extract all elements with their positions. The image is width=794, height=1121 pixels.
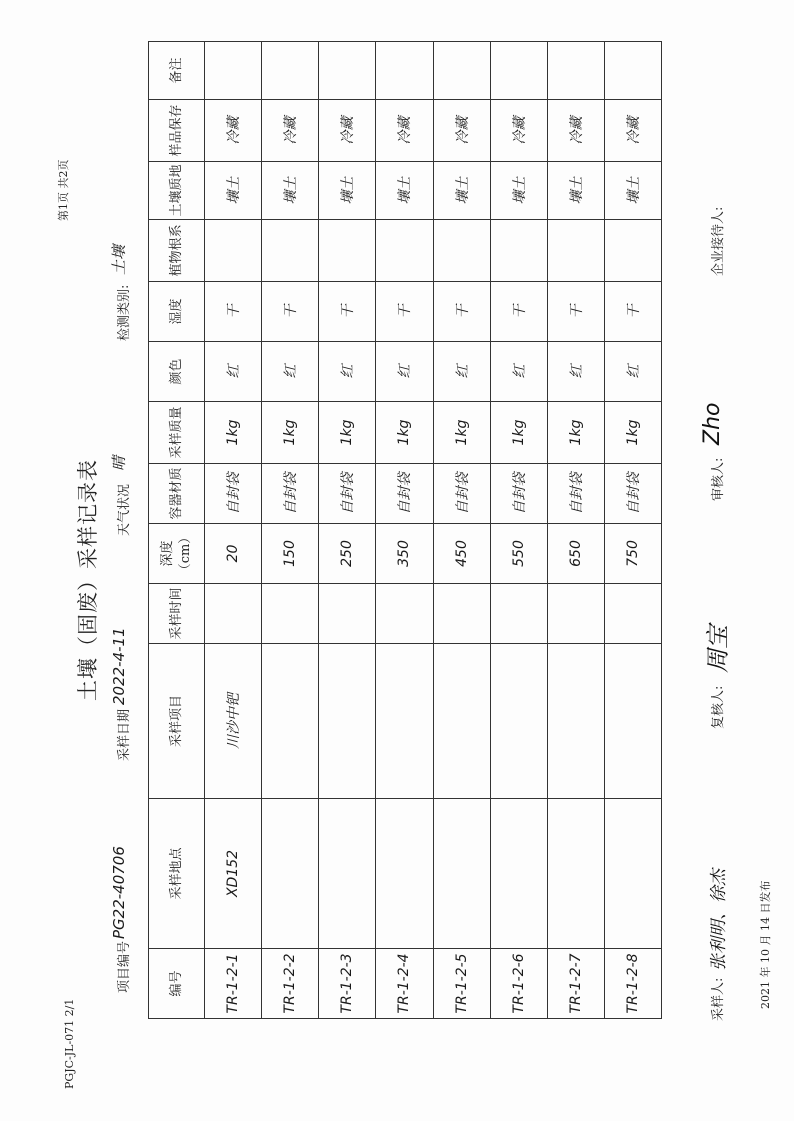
cell-mass: 1kg — [490, 402, 547, 464]
cell-roots — [433, 220, 490, 282]
cell-roots — [319, 220, 376, 282]
header-cell: 采样项目 — [149, 644, 205, 799]
cell-depth: 450 — [433, 524, 490, 584]
cell-container: 自封袋 — [262, 464, 319, 524]
table-row — [376, 42, 433, 1019]
cell-roots — [205, 220, 262, 282]
cell-remark — [604, 42, 661, 100]
cell-mass: 1kg — [376, 402, 433, 464]
cell-texture: 壤土 — [262, 162, 319, 220]
cell-humidity: 干 — [547, 282, 604, 342]
cell-item — [490, 644, 547, 799]
cell-storage: 冷藏 — [604, 100, 661, 162]
header-cell: 样品保存 — [149, 100, 205, 162]
cell-roots — [376, 220, 433, 282]
cell-storage: 冷藏 — [319, 100, 376, 162]
cell-roots — [490, 220, 547, 282]
cell-humidity: 干 — [604, 282, 661, 342]
cell-mass: 1kg — [433, 402, 490, 464]
cell-storage: 冷藏 — [490, 100, 547, 162]
cell-item — [319, 644, 376, 799]
cell-item: 川沙中钯 — [205, 644, 262, 799]
cell-humidity: 干 — [319, 282, 376, 342]
page-info: 第1页 共2页 — [57, 159, 70, 221]
cell-time — [433, 584, 490, 644]
header-cell: 湿度 — [149, 282, 205, 342]
cell-color: 红 — [433, 342, 490, 402]
cell-remark — [433, 42, 490, 100]
cell-humidity: 干 — [262, 282, 319, 342]
cell-texture: 壤土 — [205, 162, 262, 220]
cell-color: 红 — [547, 342, 604, 402]
cell-time — [547, 584, 604, 644]
cell-time — [262, 584, 319, 644]
date-label: 采样日期 — [117, 708, 132, 761]
table-row — [433, 42, 490, 1019]
cell-roots — [262, 220, 319, 282]
header-cell: 采样质量 — [149, 402, 205, 464]
cell-id: TR-1-2-1 — [205, 949, 262, 1019]
cell-color: 红 — [604, 342, 661, 402]
header-cell: 备注 — [149, 42, 205, 100]
cell-item — [604, 644, 661, 799]
cell-remark — [490, 42, 547, 100]
cell-color: 红 — [319, 342, 376, 402]
publish-date: 2021 年 10 月 14 日发布 — [759, 880, 772, 1009]
cell-id: TR-1-2-8 — [604, 949, 661, 1019]
date: 2022-4-11 — [110, 627, 128, 705]
cell-container: 自封袋 — [433, 464, 490, 524]
reviewer-signature: Zho — [700, 402, 725, 445]
cell-texture: 壤土 — [376, 162, 433, 220]
cell-humidity: 干 — [490, 282, 547, 342]
table-row — [604, 42, 661, 1019]
header-cell: 采样地点 — [149, 799, 205, 949]
cell-location — [319, 799, 376, 949]
header-cell: 土壤质地 — [149, 162, 205, 220]
cell-texture: 壤土 — [604, 162, 661, 220]
cell-humidity: 干 — [433, 282, 490, 342]
cell-item — [547, 644, 604, 799]
cell-location — [376, 799, 433, 949]
cell-depth: 150 — [262, 524, 319, 584]
cell-roots — [604, 220, 661, 282]
cell-id: TR-1-2-7 — [547, 949, 604, 1019]
table-row — [319, 42, 376, 1019]
category: 土壤 — [110, 244, 128, 275]
weather-label: 天气状况 — [117, 483, 132, 536]
doc-code: PGJC-JL-071 2/1 — [63, 998, 76, 1089]
header-cell: 颜色 — [149, 342, 205, 402]
cell-location — [490, 799, 547, 949]
cell-remark — [547, 42, 604, 100]
cell-remark — [262, 42, 319, 100]
header-cell: 植物根系 — [149, 220, 205, 282]
table-row — [262, 42, 319, 1019]
cell-container: 自封袋 — [205, 464, 262, 524]
cell-color: 红 — [262, 342, 319, 402]
cell-texture: 壤土 — [433, 162, 490, 220]
cell-location — [433, 799, 490, 949]
cell-id: TR-1-2-2 — [262, 949, 319, 1019]
header-cell: 编号 — [149, 949, 205, 1019]
cell-texture: 壤土 — [490, 162, 547, 220]
category-label: 检测类别: — [117, 284, 132, 341]
cell-mass: 1kg — [319, 402, 376, 464]
table-row — [205, 42, 262, 1019]
cell-color: 红 — [490, 342, 547, 402]
cell-id: TR-1-2-3 — [319, 949, 376, 1019]
cell-mass: 1kg — [547, 402, 604, 464]
cell-time — [604, 584, 661, 644]
cell-depth: 550 — [490, 524, 547, 584]
cell-depth: 750 — [604, 524, 661, 584]
weather: 晴 — [110, 455, 128, 471]
header-cell: 深度（cm） — [149, 524, 205, 584]
cell-container: 自封袋 — [376, 464, 433, 524]
cell-color: 红 — [205, 342, 262, 402]
cell-humidity: 干 — [376, 282, 433, 342]
cell-mass: 1kg — [604, 402, 661, 464]
header-cell: 容器材质 — [149, 464, 205, 524]
table-header-row — [149, 42, 205, 1019]
cell-item — [376, 644, 433, 799]
cell-humidity: 干 — [205, 282, 262, 342]
cell-item — [433, 644, 490, 799]
cell-container: 自封袋 — [319, 464, 376, 524]
cell-mass: 1kg — [205, 402, 262, 464]
cell-id: TR-1-2-6 — [490, 949, 547, 1019]
cell-location — [604, 799, 661, 949]
cell-location: XD152 — [205, 799, 262, 949]
cell-time — [205, 584, 262, 644]
cell-id: TR-1-2-4 — [376, 949, 433, 1019]
cell-id: TR-1-2-5 — [433, 949, 490, 1019]
cell-remark — [376, 42, 433, 100]
cell-time — [376, 584, 433, 644]
cell-mass: 1kg — [262, 402, 319, 464]
cell-container: 自封袋 — [490, 464, 547, 524]
project-no-label: 项目编号 — [117, 940, 132, 993]
header-cell: 采样时间 — [149, 584, 205, 644]
form-title: 土壤（固废）采样记录表 — [76, 459, 100, 701]
cell-location — [262, 799, 319, 949]
checker-label: 复核人: — [711, 685, 726, 729]
cell-storage: 冷藏 — [547, 100, 604, 162]
cell-storage: 冷藏 — [262, 100, 319, 162]
sampler-label: 采样人: — [711, 977, 726, 1021]
cell-depth: 250 — [319, 524, 376, 584]
cell-storage: 冷藏 — [376, 100, 433, 162]
cell-container: 自封袋 — [547, 464, 604, 524]
cell-storage: 冷藏 — [205, 100, 262, 162]
table-row — [547, 42, 604, 1019]
cell-time — [319, 584, 376, 644]
cell-storage: 冷藏 — [433, 100, 490, 162]
cell-depth: 20 — [205, 524, 262, 584]
reviewer-label: 审核人: — [711, 457, 726, 501]
cell-color: 红 — [376, 342, 433, 402]
cell-depth: 650 — [547, 524, 604, 584]
cell-texture: 壤土 — [547, 162, 604, 220]
cell-depth: 350 — [376, 524, 433, 584]
sampling-record-table — [148, 41, 662, 1019]
sampler-signature: 张利明、徐杰 — [709, 869, 729, 971]
cell-time — [490, 584, 547, 644]
cell-texture: 壤土 — [319, 162, 376, 220]
cell-item — [262, 644, 319, 799]
cell-container: 自封袋 — [604, 464, 661, 524]
company-label: 企业接待人: — [711, 206, 726, 276]
cell-remark — [319, 42, 376, 100]
table-row — [490, 42, 547, 1019]
checker-signature: 周宝 — [704, 625, 732, 673]
cell-roots — [547, 220, 604, 282]
cell-location — [547, 799, 604, 949]
cell-remark — [205, 42, 262, 100]
project-no: PG22-40706 — [110, 846, 128, 939]
